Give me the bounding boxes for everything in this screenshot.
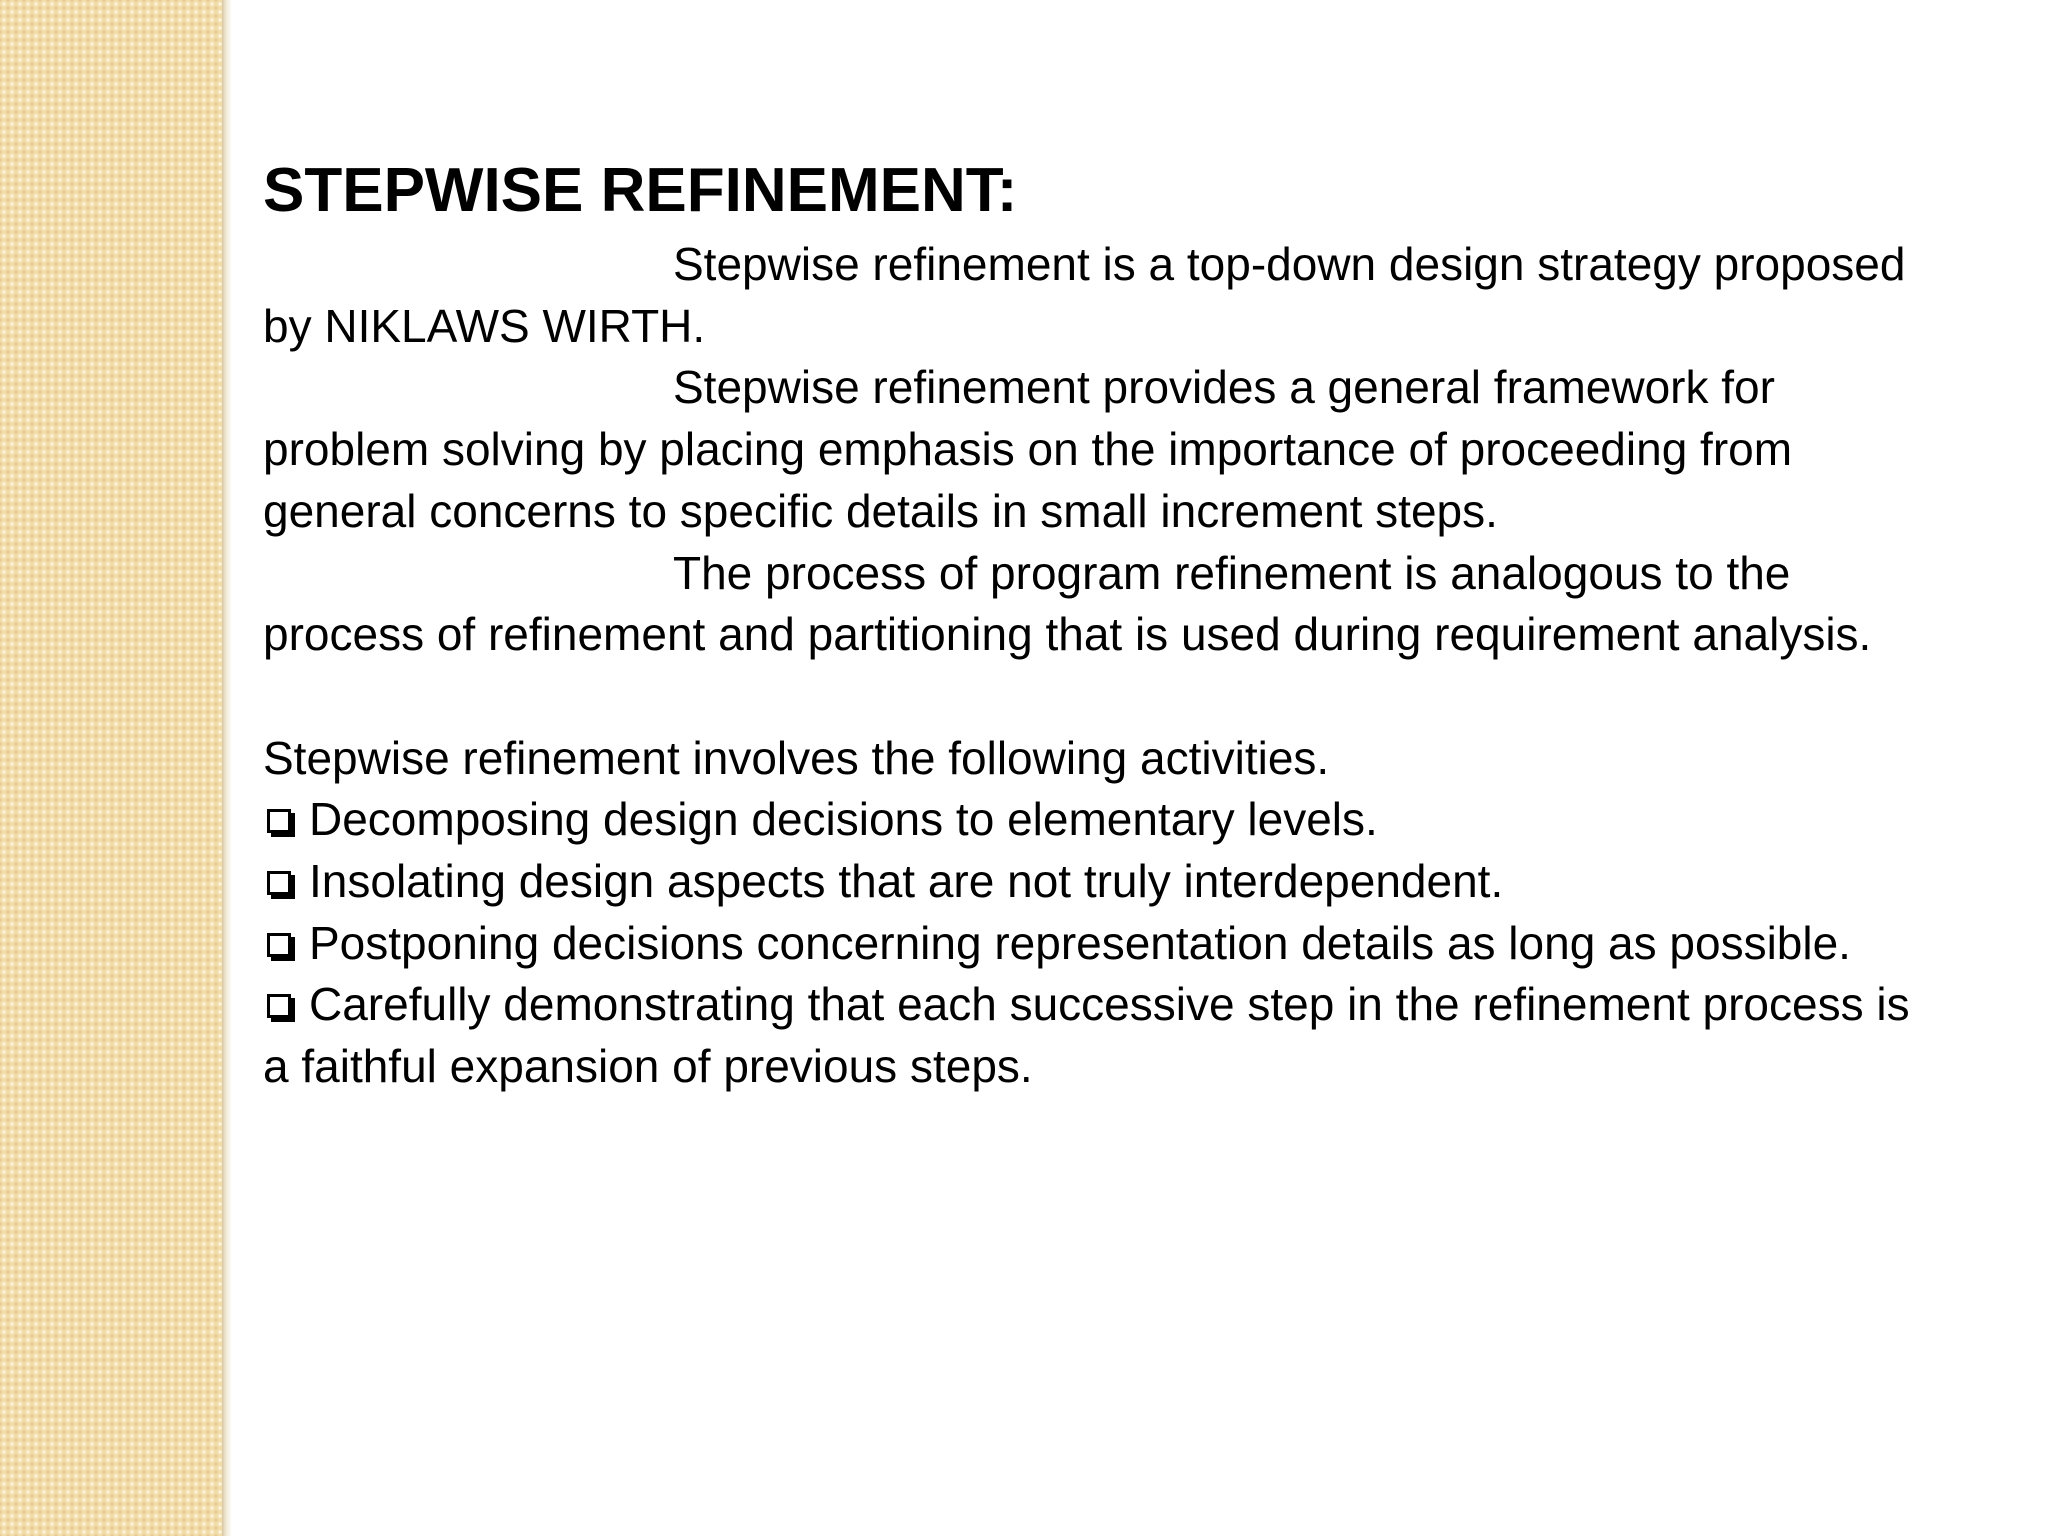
list-item-text: Decomposing design decisions to elementary levels.: [309, 793, 1378, 846]
list-item-text: Postponing decisions concerning representation details as long as possible.: [309, 916, 1851, 969]
checkbox-icon: [267, 871, 291, 895]
list-item: [263, 974, 1943, 1097]
list-item: [263, 913, 1943, 975]
slide-content: [263, 148, 1943, 1098]
checkbox-icon: [267, 933, 291, 957]
activities-intro: Stepwise refinement involves the following activities.: [263, 731, 1330, 784]
paragraph-spacer: [263, 666, 1943, 728]
list-item-text: Carefully demonstrating that each successive step in the refinement process is a faithful expansion of previous steps.: [263, 978, 1910, 1093]
paragraph-analogy: The process of program refinement is analogous to the process of refinement and partitioning that is used during requirement analysis.: [263, 546, 1872, 661]
list-item-text: Insolating design aspects that are not truly interdependent.: [309, 855, 1504, 908]
checkbox-icon: [267, 809, 291, 833]
paragraph-definition: Stepwise refinement is a top-down design strategy proposed by NIKLAWS WIRTH.: [263, 238, 1906, 352]
decorative-side-band: [0, 0, 222, 1536]
side-band-shadow: [222, 0, 232, 1536]
paragraph-framework: Stepwise refinement provides a general framework for problem solving by placing emphasis on the importance of proceeding from general concerns to specific details in small increment steps.: [263, 361, 1793, 537]
slide-title: STEPWISE REFINEMENT:: [263, 156, 1018, 225]
checkbox-icon: [267, 994, 291, 1018]
activities-list: [263, 789, 1943, 1098]
list-item: [263, 789, 1943, 851]
list-item: [263, 851, 1943, 913]
